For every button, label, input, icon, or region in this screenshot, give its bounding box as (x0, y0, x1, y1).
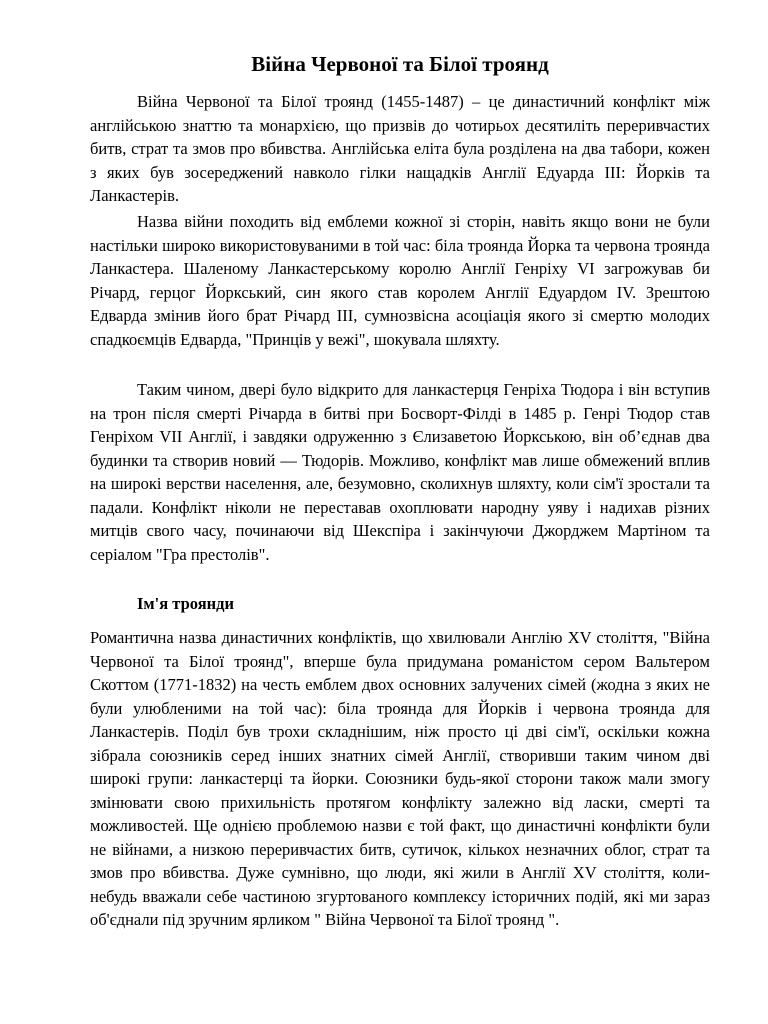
paragraph-rose-name: Романтична назва династичних конфліктів, що хвилювали Англію XV століття, "Війна Червоної та Білої троянд", вперше була придумана романістом сером Вальтером Скоттом (1771-1832) на честь емблем двох основних залучених сімей (жодна з яких не були улюбленими на той час): біла троянда для Йорків і червона троянда для Ланкастерів. Поділ був трохи складнішим, ніж просто ці дві сім'ї, оскільки кожна зібрала союзників серед інших знатних сімей Англії, створивши таким чином дві широкі групи: ланкастерці та йорки. Союзники будь-якої сторони також мали змогу змінювати свою прихильність протягом конфлікту залежно від ласки, смерті та можливостей. Ще однією проблемою назви є той факт, що династичні конфлікти були не війнами, а низкою переривчастих битв, сутичок, кількох незначних облог, страт та змов про вбивства. Дуже сумнівно, що люди, які жили в Англії XV століття, коли-небудь вважали себе частиною згуртованого комплексу історичних подій, які ми зараз об'єднали під зручним ярликом " Війна Червоної та Білої троянд ". (90, 628, 710, 929)
document-title: Війна Червоної та Білої троянд (251, 52, 549, 76)
paragraph-intro: Війна Червоної та Білої троянд (1455-1487) – це династичний конфлікт між англійською знаттю та монархією, що призвів до чотирьох десятиліть переривчастих битв, страт та змов про вбивства. Англійська еліта була розділена на два табори, кожен з яких був зосереджений навколо гілки нащадків Англії Едуарда III: Йорків та Ланкастерів. (90, 92, 710, 205)
paragraph-tudors: Таким чином, двері було відкрито для ланкастерця Генріха Тюдора і він вступив на трон після смерті Річарда в битві при Босворт-Філді в 1485 р. Генрі Тюдор став Генріхом VII Англії, і завдяки одруженню з Єлизаветою Йоркською, він об’єднав два будинки та створив новий — Тюдорів. Можливо, конфлікт мав лише обмежений вплив на широкі верстви населення, але, безумовно, сколихнув шляхту, коли сім'ї зростали та падали. Конфлікт ніколи не переставав охоплювати народну уяву і надихав різних митців свого часу, починаючи від Шекспіра і закінчуючи Джорджем Мартіном та серіалом "Гра престолів". (90, 380, 710, 564)
paragraph-name-origin: Назва війни походить від емблеми кожної зі сторін, навіть якщо вони не були настільки широко використовуваними в той час: біла троянда Йорка та червона троянда Ланкастера. Шаленому Ланкастерському королю Англії Генріху VI загрожував би Річард, герцог Йоркський, син якого став королем Англії Едуардом IV. Зрештою Едварда змінив його брат Річард III, сумнозвісна асоціація якого зі смертю молодих спадкоємців Едварда, "Принців у вежі", шокувала шляхту. (90, 212, 710, 349)
section-heading: Ім'я троянди (137, 594, 235, 613)
